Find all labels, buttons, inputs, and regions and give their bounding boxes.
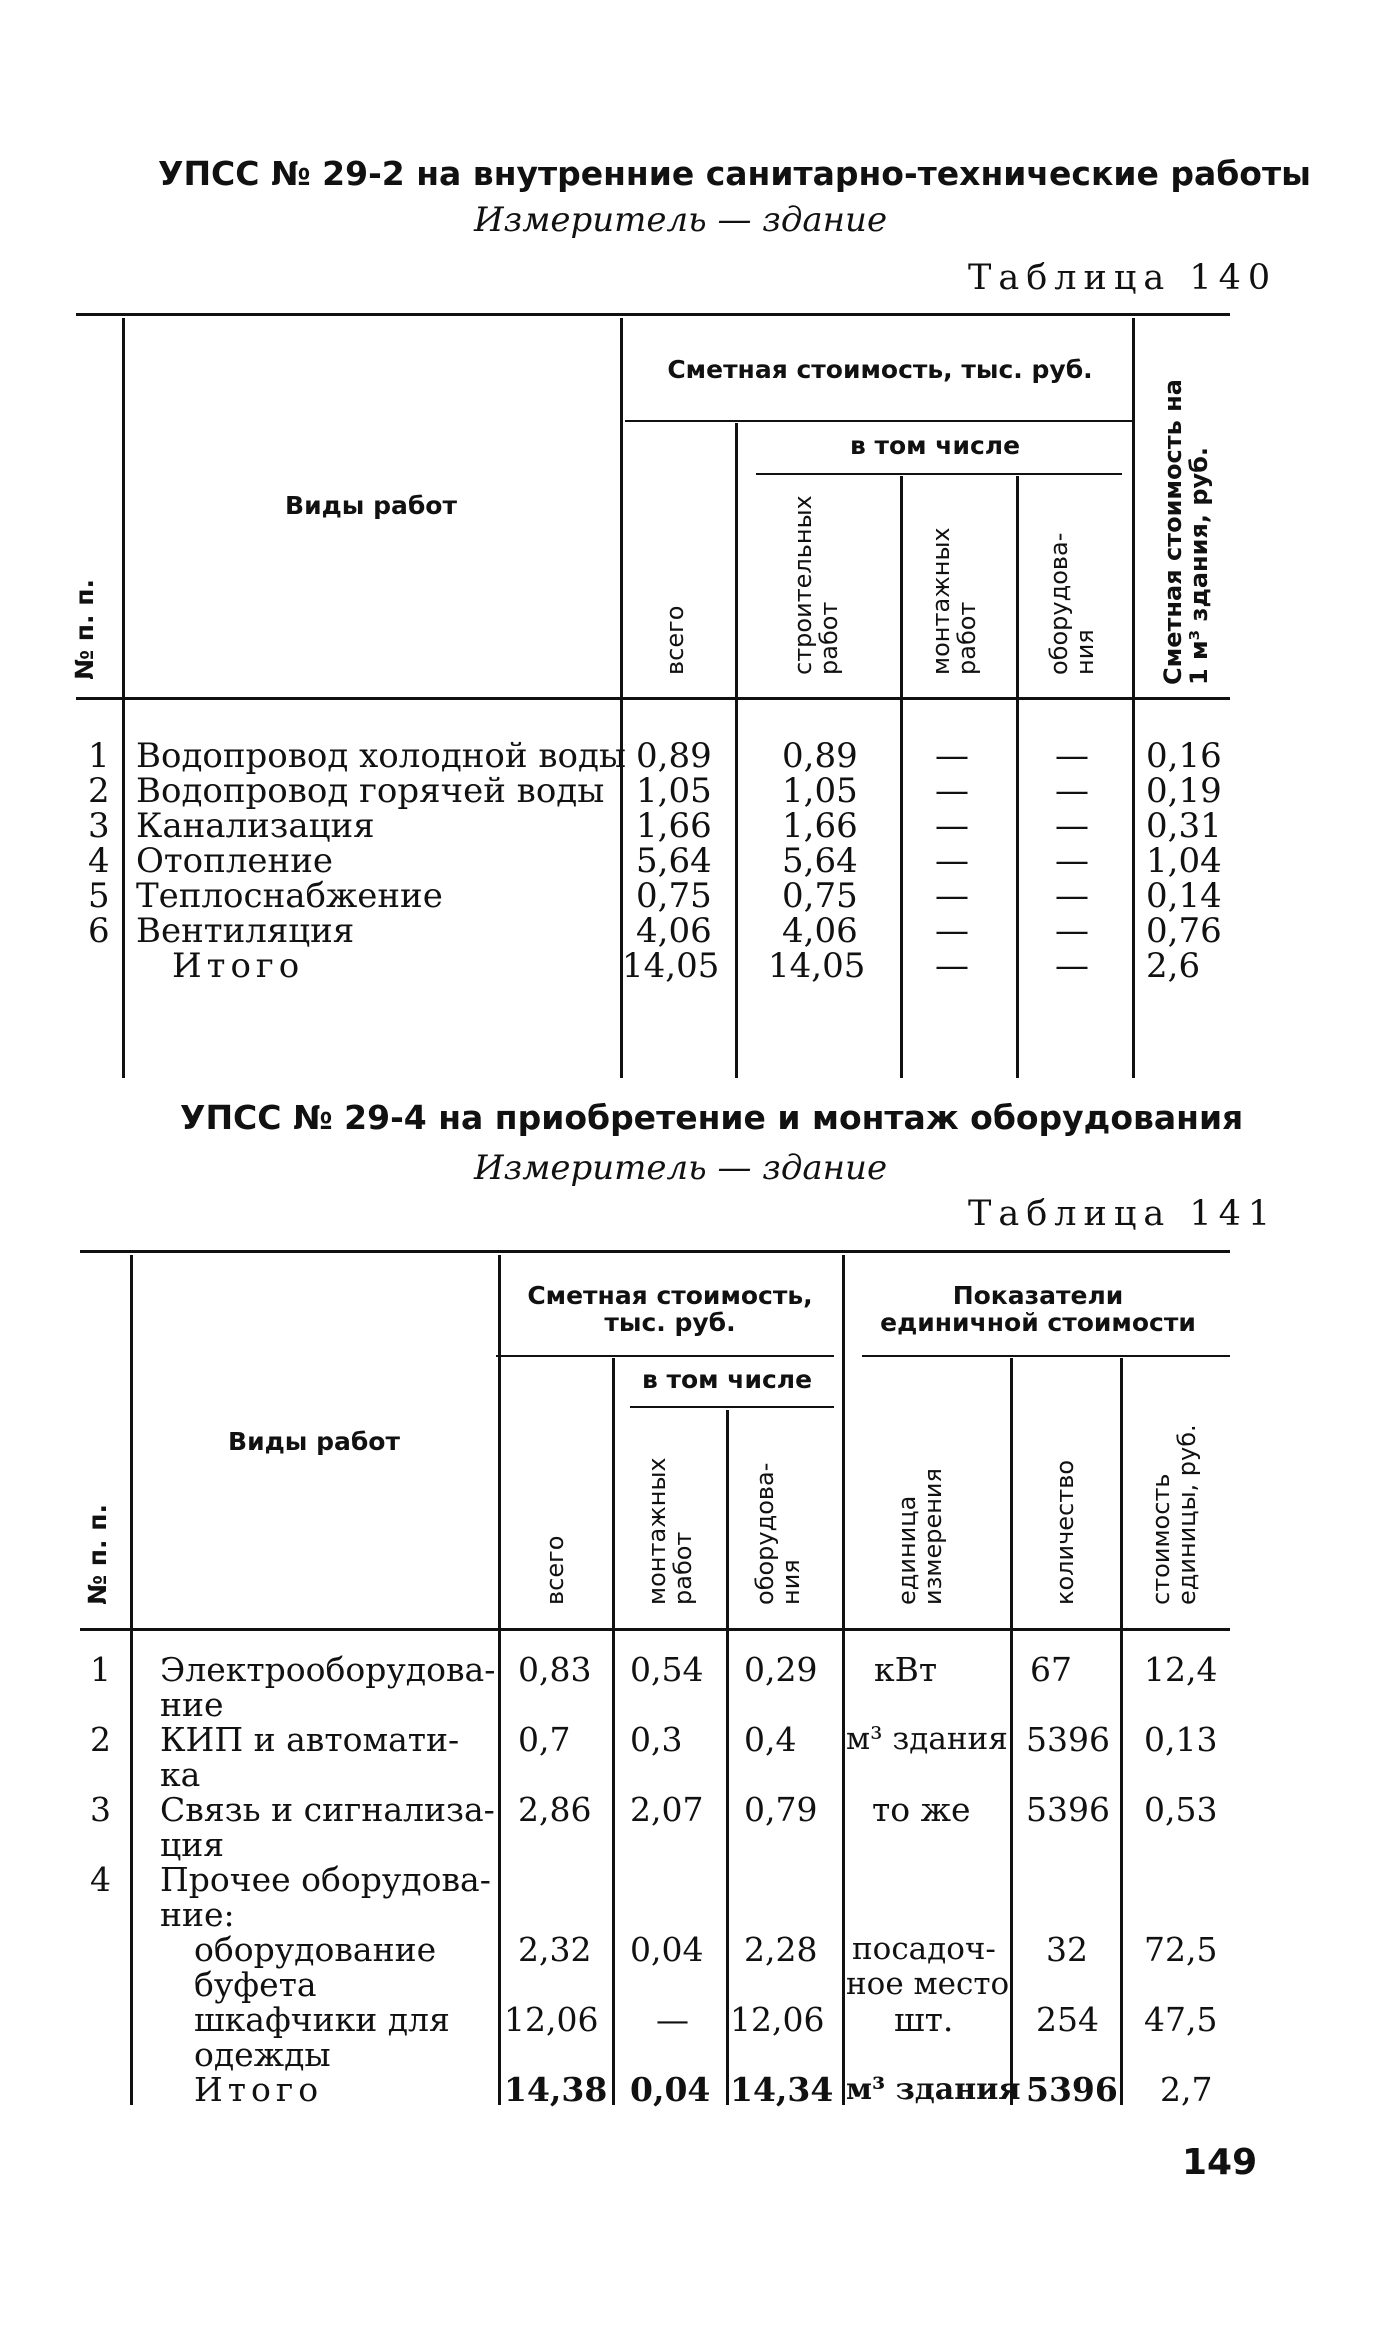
col-incl-header: в том числе xyxy=(849,431,1021,460)
col-per-m3-header: Сметная стоимость на 1 м³ здания, руб. xyxy=(1159,379,1213,685)
col-cost-header: Сметная стоимость, тыс. руб. xyxy=(527,1281,813,1337)
table-140-title: УПСС № 29-2 на внутренние санитарно-технические работы xyxy=(158,154,1311,193)
col-work-header: Виды работ xyxy=(228,1427,400,1456)
col-total-header: всего xyxy=(661,605,689,675)
col-unit-header: единица измерения xyxy=(893,1468,947,1605)
col-equip-header: оборудова-ния xyxy=(751,1462,805,1605)
col-unit-cost-header: стоимость единицы, руб. xyxy=(1147,1424,1201,1605)
col-mount-header: монтажных работ xyxy=(643,1457,697,1605)
col-equip-header: оборудова-ния xyxy=(1045,532,1099,675)
col-incl-header: в том числе xyxy=(641,1365,813,1394)
col-num-header: № п. п. xyxy=(83,1503,112,1605)
col-num-header: № п. п. xyxy=(70,578,99,680)
col-total-header: всего xyxy=(541,1535,569,1605)
col-build-header: строительных работ xyxy=(789,495,843,675)
col-indicators-header: Показатели единичной стоимости xyxy=(880,1281,1196,1337)
table-141-label: Таблица 141 xyxy=(968,1194,1278,1234)
table-141-title: УПСС № 29-4 на приобретение и монтаж оборудования xyxy=(180,1098,1244,1137)
col-work-header: Виды работ xyxy=(285,491,457,520)
table-140-label: Таблица 140 xyxy=(968,258,1278,298)
table-140-measure: Измеритель — здание xyxy=(474,200,888,240)
table-141-measure: Измеритель — здание xyxy=(474,1148,888,1188)
col-qty-header: количество xyxy=(1051,1459,1079,1605)
page-number: 149 xyxy=(1182,2142,1258,2183)
col-cost-group-header: Сметная стоимость, тыс. руб. xyxy=(667,355,1093,384)
col-mount-header: монтажных работ xyxy=(927,527,981,675)
